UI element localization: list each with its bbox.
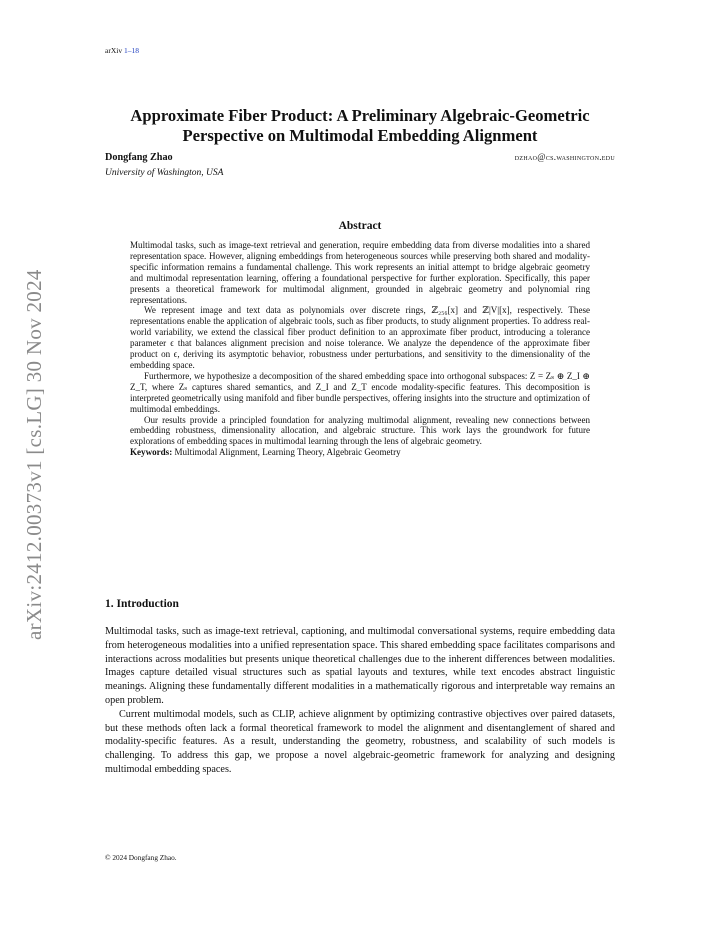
running-head <box>105 46 139 55</box>
paper-title: Approximate Fiber Product: A Preliminary Algebraic-Geometric Perspective on Multimodal Embedding Alignment <box>130 106 590 145</box>
author-affiliation: University of Washington, USA <box>105 168 224 178</box>
author-row <box>105 152 615 163</box>
abstract-paragraph: Furthermore, we hypothesize a decomposition of the shared embedding space into orthogonal subspaces: Z = Zₛ ⊕ Z_I ⊕ Z_T, where Zₛ captures shared semantics, and Z_I and Z_T encode modality-specific features. This decomposition is interpreted geometrically using manifold and fiber bundle perspectives, offering insights into the structure and optimization of multimodal embeddings. <box>130 370 590 414</box>
abstract-paragraph: We represent image and text data as polynomials over discrete rings, ℤ₂₅₆[x] and ℤ|V|[x], respectively. These representations enable the application of algebraic tools, such as fiber products, to study alignment properties. To address real-world variability, we extend the classical fiber product definition to an approximate fiber product, introducing a tolerance parameter ϵ that balances alignment precision and noise tolerance. We analyze the dependence of the approximate fiber product on ϵ, deriving its asymptotic behavior, robustness under perturbations, and sensitivity to the dimensionality of the embedding space. <box>130 305 590 370</box>
copyright-notice: © 2024 Dongfang Zhao. <box>105 853 177 862</box>
author-name: Dongfang Zhao <box>105 152 173 163</box>
keywords-label: Keywords: <box>130 447 173 458</box>
running-head-prefix: arXiv <box>105 46 123 55</box>
author-email: dzhao@cs.washington.edu <box>514 152 615 162</box>
running-head-pages-link[interactable]: 1–18 <box>123 46 139 55</box>
section-heading: 1. Introduction <box>105 598 179 610</box>
keywords-line <box>130 447 590 458</box>
introduction-body <box>105 625 615 777</box>
abstract-heading: Abstract <box>338 220 382 232</box>
arxiv-side-stamp: arXiv:2412.00373v1 [cs.LG] 30 Nov 2024 <box>22 269 46 640</box>
intro-paragraph: Current multimodal models, such as CLIP, achieve alignment by optimizing contrastive objectives over paired datasets, but these methods often lack a formal theoretical framework to model the alignment and disentanglement of shared and modality-specific features. As a result, understanding the geometry, robustness, and scalability of such models is challenging. To address this gap, we propose a novel algebraic-geometric framework for analyzing and designing multimodal embedding spaces. <box>105 708 615 775</box>
abstract-paragraph: Our results provide a principled foundation for analyzing multimodal alignment, revealing new connections between embedding robustness, dimensionality allocation, and algebraic structure. This work lays the groundwork for future explorations of embedding spaces in multimodal learning through the lens of algebraic geometry. <box>130 414 590 447</box>
abstract-paragraph: Multimodal tasks, such as image-text retrieval and generation, require embedding data from diverse modalities into a shared representation space. However, aligning embeddings from heterogeneous sources while preserving both shared and modality-specific information remains a fundamental challenge. This work represents an initial attempt to bridge algebraic geometry and multimodal representation learning, offering a foundational perspective for further exploration. Specifically, this paper presents a theoretical framework for multimodal alignment, grounded in algebraic geometry and polynomial ring representations. <box>130 240 590 305</box>
intro-paragraph: Multimodal tasks, such as image-text retrieval, captioning, and multimodal conversational systems, require embedding data from heterogeneous modalities into a unified representation space. This shared embedding space facilitates comparisons and interactions across modalities but presents unique theoretical challenges due to the inherent differences between modalities. Images capture detailed visual structures such as spatial layouts and textures, while text encodes abstract linguistic meanings. Aligning these fundamentally different modalities in a mathematically rigorous and interpretable way remains an open problem. <box>105 626 615 706</box>
keywords-text: Multimodal Alignment, Learning Theory, Algebraic Geometry <box>174 447 401 458</box>
abstract-body <box>130 240 590 458</box>
